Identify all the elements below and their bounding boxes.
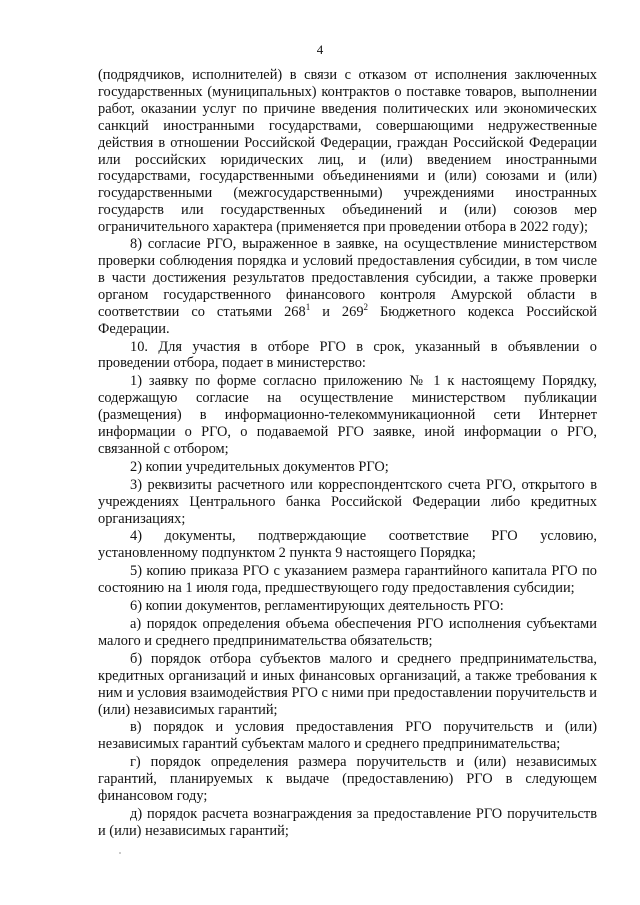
paragraph-item-2: 2) копии учредительных документов РГО; (130, 458, 389, 475)
paragraph-section-10: 10. Для участия в отборе РГО в срок, указанный в объявлении о проведении отбора, подает в министерство: (98, 338, 597, 372)
scan-artifact-dot (119, 852, 121, 854)
paragraph-item-6: 6) копии документов, регламентирующих деятельность РГО: (130, 598, 504, 615)
paragraph-subitem-g: г) порядок определения размера поручительств и (или) независимых гарантий, планируемых к выдаче (предоставлению) РГО в следующем финансовом году; (98, 754, 597, 805)
paragraph-sanctions-continuation: (подрядчиков, исполнителей) в связи с отказом от исполнения заключенных государственных (муниципальных) контрактов о поставке товаров, выполнении работ, оказании услуг по причине введения политических или экономических санкций иностранными государствами, совершающими недружественные действия в отношении Российской Федерации, граждан Российской Федерации или российских юридических лиц, и (или) введением иностранными государствами, государственными объединениями и (или) союзами и (или) государственными (межгосударственными) учреждениями иностранных государств или государственных объединений и (или) союзов мер ограничительного характера (применяется при проведении отбора в 2022 году); (98, 67, 597, 236)
footnote-superscript-2: 2 (363, 301, 369, 312)
footnote-superscript-1: 1 (305, 301, 311, 312)
paragraph-subitem-d: д) порядок расчета вознаграждения за предоставление РГО поручительств и (или) независимых гарантий; (98, 805, 597, 839)
paragraph-item-5: 5) копию приказа РГО с указанием размера гарантийного капитала РГО по состоянию на 1 июля года, предшествующего году предоставления субсидии; (98, 563, 597, 597)
paragraph-item-8: 8) согласие РГО, выраженное в заявке, на осуществление министерством проверки соблюдения порядка и условий предоставления субсидии, в том числе в части достижения результатов предоставления субсидии, а также проверки органом государственного финансового контроля Амурской области в соответствии со статьями $268^1$ и $269^2$ Бюджетного кодекса Российской Федерации. (98, 236, 597, 337)
paragraph-item-3: 3) реквизиты расчетного или корреспондентского счета РГО, открытого в учреждениях Центрального банка Российской Федерации либо кредитных организациях; (98, 476, 597, 527)
paragraph-subitem-v: в) порядок и условия предоставления РГО поручительств и (или) независимых гарантий субъектам малого и среднего предпринимательства; (98, 719, 597, 753)
paragraph-item-1: 1) заявку по форме согласно приложению № 1 к настоящему Порядку, содержащую согласие на осуществление министерством публикации (размещения) в информационно-телекоммуникационной сети Интернет информации о РГО, о подаваемой РГО заявке, иной информации о РГО, связанной с отбором; (98, 373, 597, 457)
paragraph-subitem-a: а) порядок определения объема обеспечения РГО исполнения субъектами малого и среднего предпринимательства обязательств; (98, 616, 597, 649)
page-number: 4 (316, 42, 324, 57)
paragraph-item-4: 4) документы, подтверждающие соответствие РГО условию, установленному подпунктом 2 пункта 9 настоящего Порядка; (98, 528, 597, 562)
paragraph-subitem-b: б) порядок отбора субъектов малого и среднего предпринимательства, кредитных организаций и иных финансовых организаций, а также требования к ним и условия взаимодействия РГО с ними при предоставлении поручительств и (или) независимых гарантий; (98, 650, 597, 718)
document-body (98, 67, 597, 840)
